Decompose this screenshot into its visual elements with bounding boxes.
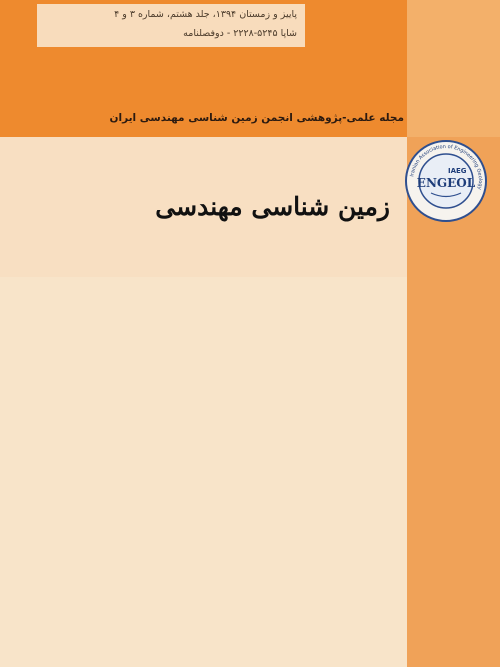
top-right-band [407,0,500,137]
issn-line: شاپا ۵۲۴۵-۲۲۲۸ - دوفصلنامه [183,28,297,39]
logo-badge: IAEG [448,167,467,175]
journal-title: زمین شناسی مهندسی [155,192,390,221]
society-logo [403,138,489,224]
issue-line: پاییز و زمستان ۱۳۹۴، جلد هشتم، شماره ۳ و ۴ [114,9,297,20]
logo-ring-text: Iranian Association of Engineering Geology [409,143,484,191]
logo-text: ENGEOL [416,176,476,190]
issue-info-box [37,4,305,47]
society-name: مجله علمی-پژوهشی انجمن زمین شناسی مهندسی ایران [109,112,404,124]
